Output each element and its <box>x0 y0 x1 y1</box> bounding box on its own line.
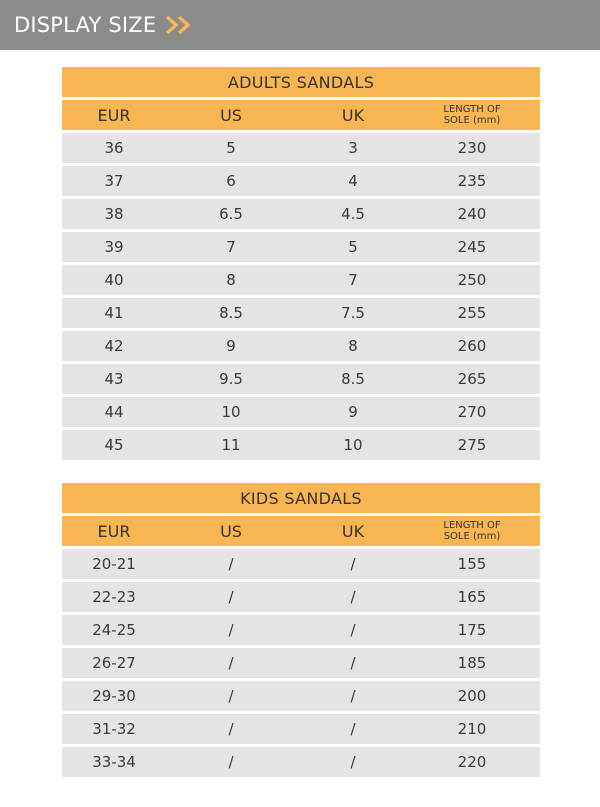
table-row <box>62 648 540 678</box>
cell-us: / <box>228 654 234 672</box>
table-row <box>62 166 540 196</box>
header-length <box>417 520 527 542</box>
table-row <box>62 549 540 579</box>
table-row <box>62 714 540 744</box>
cell-eur: 24-25 <box>92 621 136 639</box>
cell-eur: 40 <box>104 271 124 289</box>
cell-uk: 8 <box>348 337 358 355</box>
cell-eur: 44 <box>104 403 124 421</box>
header-length-line2: SOLE (mm) <box>443 531 501 542</box>
table-row <box>62 397 540 427</box>
banner-title: DISPLAY SIZE <box>14 13 157 37</box>
cell-uk: / <box>350 654 356 672</box>
cell-uk: / <box>350 687 356 705</box>
cell-uk: 7.5 <box>341 304 365 322</box>
cell-length: 200 <box>457 687 487 705</box>
cell-uk: 10 <box>343 436 363 454</box>
cell-length: 185 <box>457 654 487 672</box>
cell-us: / <box>228 588 234 606</box>
cell-us: 9.5 <box>219 370 243 388</box>
cell-uk: 4 <box>348 172 358 190</box>
table-row <box>62 331 540 361</box>
cell-length: 255 <box>457 304 487 322</box>
cell-uk: / <box>350 621 356 639</box>
cell-us: 8.5 <box>219 304 243 322</box>
cell-eur: 39 <box>104 238 124 256</box>
table-row <box>62 133 540 163</box>
cell-eur: 22-23 <box>92 588 136 606</box>
cell-eur: 33-34 <box>92 753 136 771</box>
cell-length: 265 <box>457 370 487 388</box>
cell-eur: 20-21 <box>92 555 136 573</box>
cell-eur: 37 <box>104 172 124 190</box>
cell-us: 11 <box>221 436 241 454</box>
cell-uk: 9 <box>348 403 358 421</box>
cell-length: 165 <box>457 588 487 606</box>
cell-uk: 5 <box>348 238 358 256</box>
header-length-line1: LENGTH OF <box>443 104 501 115</box>
header-us: US <box>220 521 242 541</box>
adults-size-table <box>62 67 540 460</box>
cell-uk: / <box>350 753 356 771</box>
cell-us: / <box>228 753 234 771</box>
cell-us: 5 <box>226 139 236 157</box>
table-row <box>62 681 540 711</box>
cell-us: / <box>228 621 234 639</box>
kids-table-title: KIDS SANDALS <box>62 483 540 513</box>
display-size-banner <box>0 0 600 50</box>
cell-us: 9 <box>226 337 236 355</box>
table-row <box>62 747 540 777</box>
table-row <box>62 265 540 295</box>
cell-eur: 29-30 <box>92 687 136 705</box>
cell-length: 245 <box>457 238 487 256</box>
cell-uk: 7 <box>348 271 358 289</box>
cell-length: 210 <box>457 720 487 738</box>
cell-uk: 8.5 <box>341 370 365 388</box>
double-chevron-right-icon <box>164 13 194 37</box>
cell-length: 250 <box>457 271 487 289</box>
cell-eur: 45 <box>104 436 124 454</box>
cell-us: 6.5 <box>219 205 243 223</box>
table-row <box>62 430 540 460</box>
header-length-line1: LENGTH OF <box>443 520 501 531</box>
cell-length: 260 <box>457 337 487 355</box>
header-eur: EUR <box>97 105 131 125</box>
adults-table-title: ADULTS SANDALS <box>62 67 540 97</box>
cell-us: / <box>228 687 234 705</box>
cell-us: 7 <box>226 238 236 256</box>
cell-length: 175 <box>457 621 487 639</box>
table-row <box>62 615 540 645</box>
adults-header-row <box>62 100 540 130</box>
kids-header-row <box>62 516 540 546</box>
cell-uk: / <box>350 720 356 738</box>
header-us: US <box>220 105 242 125</box>
cell-uk: / <box>350 555 356 573</box>
cell-uk: 3 <box>348 139 358 157</box>
table-row <box>62 582 540 612</box>
cell-us: 8 <box>226 271 236 289</box>
cell-us: / <box>228 555 234 573</box>
header-uk: UK <box>341 521 365 541</box>
cell-length: 240 <box>457 205 487 223</box>
cell-us: / <box>228 720 234 738</box>
cell-eur: 43 <box>104 370 124 388</box>
cell-uk: / <box>350 588 356 606</box>
cell-length: 235 <box>457 172 487 190</box>
kids-size-table <box>62 483 540 777</box>
cell-length: 155 <box>457 555 487 573</box>
cell-us: 10 <box>221 403 241 421</box>
cell-us: 6 <box>226 172 236 190</box>
cell-uk: 4.5 <box>341 205 365 223</box>
cell-length: 230 <box>457 139 487 157</box>
cell-eur: 41 <box>104 304 124 322</box>
cell-eur: 31-32 <box>92 720 136 738</box>
cell-length: 275 <box>457 436 487 454</box>
table-row <box>62 199 540 229</box>
cell-eur: 26-27 <box>92 654 136 672</box>
cell-eur: 36 <box>104 139 124 157</box>
cell-length: 220 <box>457 753 487 771</box>
header-uk: UK <box>341 105 365 125</box>
table-row <box>62 364 540 394</box>
cell-length: 270 <box>457 403 487 421</box>
header-eur: EUR <box>97 521 131 541</box>
cell-eur: 42 <box>104 337 124 355</box>
header-length <box>417 104 527 126</box>
cell-eur: 38 <box>104 205 124 223</box>
table-row <box>62 298 540 328</box>
table-row <box>62 232 540 262</box>
header-length-line2: SOLE (mm) <box>443 115 501 126</box>
